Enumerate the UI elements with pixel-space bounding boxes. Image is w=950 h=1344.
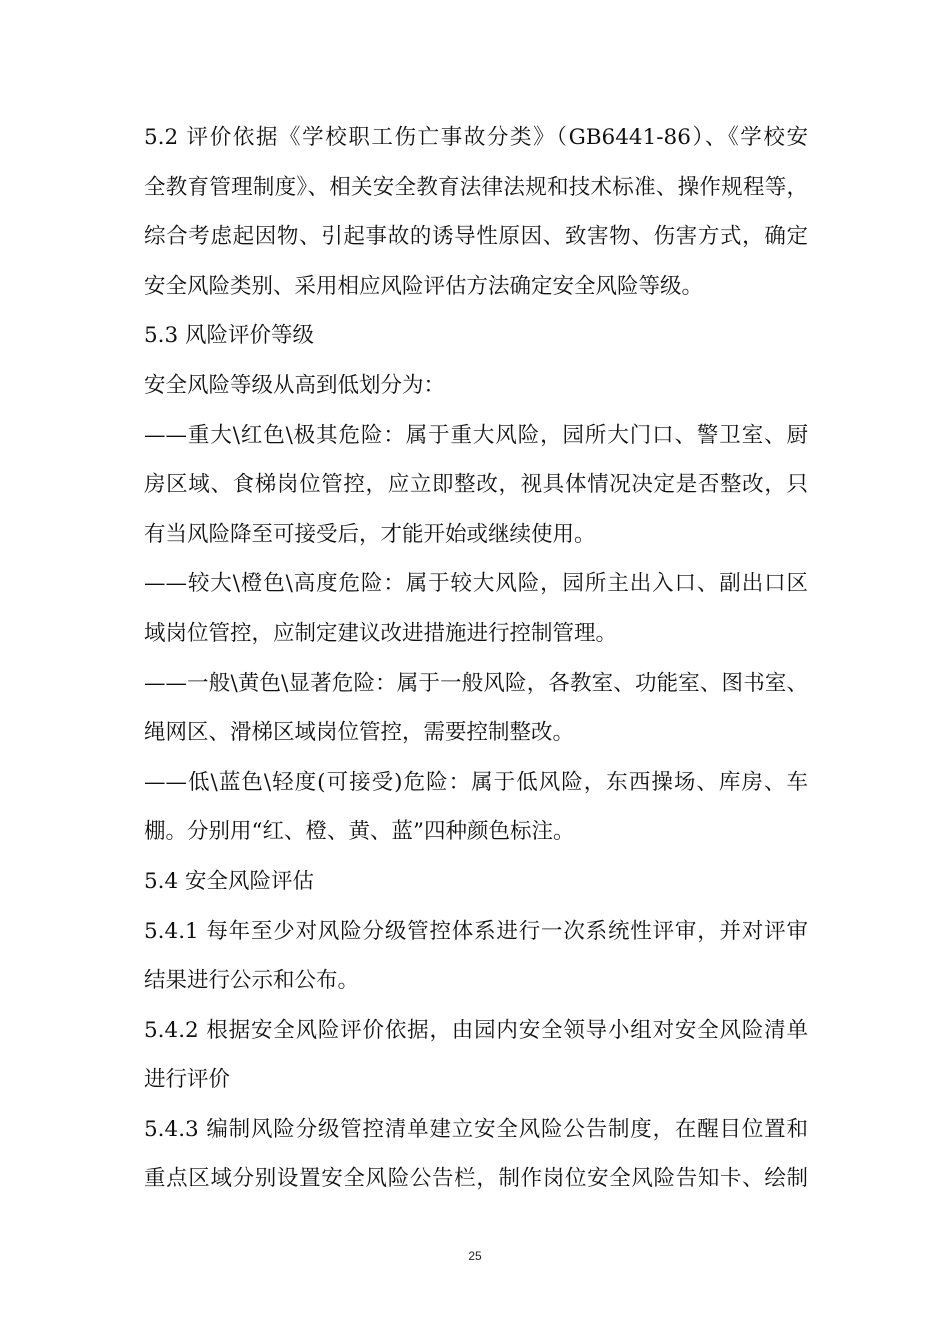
page-number: 25: [468, 1249, 482, 1263]
text-line: 5.4.1 每年至少对风险分级管控体系进行一次系统性评审，并对评审: [144, 918, 808, 944]
text-line: 域岗位管控，应制定建议改进措施进行控制管理。: [144, 620, 618, 646]
text-line: ——较大\橙色\高度危险：属于较大风险，园所主出入口、副出口区: [144, 571, 808, 597]
text-line: 5.2 评价依据《学校职工伤亡事故分类》（GB6441-86）、《学校安: [144, 125, 808, 150]
text-line: 有当风险降至可接受后，才能开始或继续使用。: [144, 521, 596, 547]
text-line: ——一般\黄色\显著危险：属于一般风险，各教室、功能室、图书室、: [144, 670, 808, 696]
text-line: 结果进行公示和公布。: [144, 968, 360, 994]
text-line: ——低\蓝色\轻度(可接受)危险：属于低风险，东西操场、库房、车: [144, 769, 808, 795]
text-line: 5.4.2 根据安全风险评价依据，由园内安全领导小组对安全风险清单: [144, 1017, 808, 1043]
text-line: 房区域、食梯岗位管控，应立即整改，视具体情况决定是否整改，只: [144, 472, 808, 498]
text-line: 安全风险等级从高到低划分为：: [144, 372, 446, 398]
text-line: 重点区域分别设置安全风险公告栏，制作岗位安全风险告知卡、绘制: [144, 1166, 808, 1192]
text-line: 进行评价: [144, 1067, 231, 1093]
body-text: [144, 113, 808, 1204]
section-heading-5-3: 5.3 风险评价等级: [144, 323, 315, 349]
text-line: 5.4.3 编制风险分级管控清单建立安全风险公告制度，在醒目位置和: [144, 1116, 808, 1142]
text-line: ——重大\红色\极其危险：属于重大风险，园所大门口、警卫室、厨: [144, 422, 808, 448]
text-line: 全教育管理制度》、相关安全教育法律法规和技术标准、操作规程等，: [144, 174, 808, 200]
text-line: 综合考虑起因物、引起事故的诱导性原因、致害物、伤害方式，确定: [144, 224, 808, 250]
section-heading-5-4: 5.4 安全风险评估: [144, 868, 315, 894]
text-line: 安全风险类别、采用相应风险评估方法确定安全风险等级。: [144, 273, 704, 299]
text-line: 绳网区、滑梯区域岗位管控，需要控制整改。: [144, 720, 575, 746]
text-line: 棚。分别用“红、橙、黄、蓝”四种颜色标注。: [144, 819, 575, 845]
